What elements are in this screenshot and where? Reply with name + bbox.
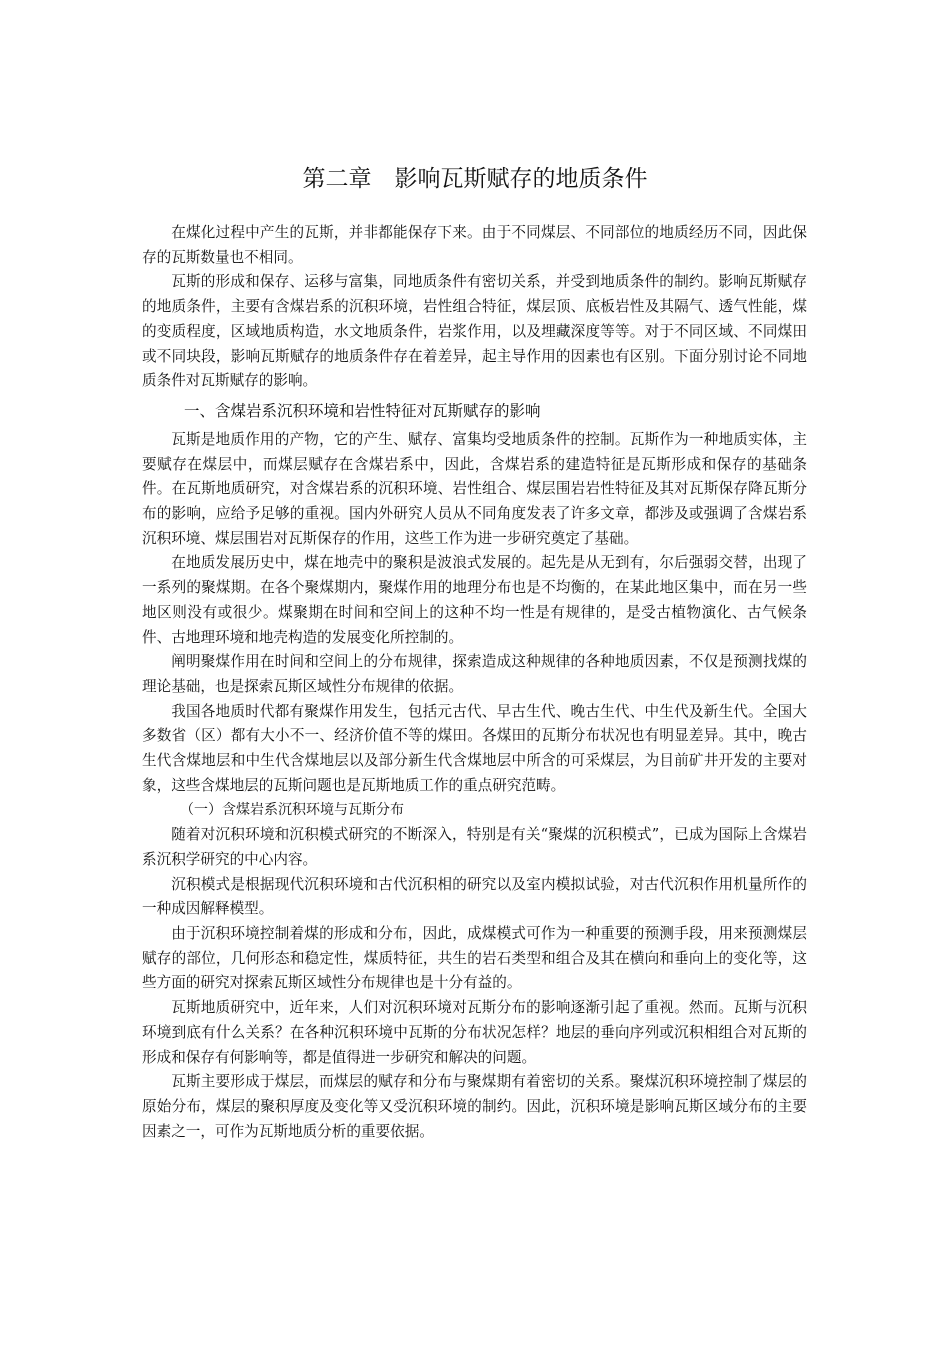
subsection-paragraph-5: 瓦斯主要形成于煤层，而煤层的赋存和分布与聚煤期有着密切的关系。聚煤沉积环境控制了煤层的原始分布，煤层的聚积厚度及变化等又受沉积环境的制约。因此，沉积环境是影响瓦斯区域分布的主要因素之一，可作为瓦斯地质分析的重要依据。 bbox=[142, 1073, 807, 1140]
section-paragraph-2: 在地质发展历史中，煤在地壳中的聚积是波浪式发展的。起先是从无到有，尔后强弱交替，出现了一系列的聚煤期。在各个聚煤期内，聚煤作用的地理分布也是不均衡的，在某此地区集中，而在另一些地区则没有或很少。煤聚期在时间和空间上的这种不均一性是有规律的，是受古植物演化、古气候条件、古地理环境和地壳构造的发展变化所控制的。 bbox=[142, 554, 807, 646]
intro-paragraph-1: 在煤化过程中产生的瓦斯，并非都能保存下来。由于不同煤层、不同部位的地质经历不同，因此保存的瓦斯数量也不相同。 bbox=[142, 224, 807, 266]
chapter-title: 第二章 影响瓦斯赋存的地质条件 bbox=[302, 166, 648, 192]
section-paragraph-4: 我国各地质时代都有聚煤作用发生，包括元古代、早古生代、晚古生代、中生代及新生代。全国大多数省（区）都有大小不一、经济价值不等的煤田。各煤田的瓦斯分布状况也有明显差异。其中，晚古生代含煤地层和中生代含煤地层以及部分新生代含煤地层中所含的可采煤层，为目前矿井开发的主要对象，这些含煤地层的瓦斯问题也是瓦斯地质工作的重点研究范畴。 bbox=[142, 702, 807, 794]
subsection-paragraph-1: 随着对沉积环境和沉积模式研究的不断深入，特别是有关“聚煤的沉积模式”，已成为国际上含煤岩系沉积学研究的中心内容。 bbox=[142, 826, 807, 868]
subsection-heading: （一）含煤岩系沉积环境与瓦斯分布 bbox=[180, 802, 404, 819]
section-paragraph-3: 阐明聚煤作用在时间和空间上的分布规律，探索造成这种规律的各种地质因素，不仅是预测找煤的理论基础，也是探索瓦斯区域性分布规律的依据。 bbox=[142, 653, 807, 695]
intro-paragraph-2: 瓦斯的形成和保存、运移与富集，同地质条件有密切关系，并受到地质条件的制约。影响瓦斯赋存的地质条件，主要有含煤岩系的沉积环境，岩性组合特征，煤层顶、底板岩性及其隔气、透气性能，煤的变质程度，区域地质构造，水文地质条件，岩浆作用，以及埋藏深度等等。对于不同区域、不同煤田或不同块段，影响瓦斯赋存的地质条件存在着差异，起主导作用的因素也有区别。下面分别讨论不同地质条件对瓦斯赋存的影响。 bbox=[142, 273, 807, 390]
section-heading: 一、含煤岩系沉积环境和岩性特征对瓦斯赋存的影响 bbox=[184, 401, 541, 420]
subsection-paragraph-3: 由于沉积环境控制着煤的形成和分布，因此，成煤模式可作为一种重要的预测手段，用来预测煤层赋存的部位，几何形态和稳定性，煤质特征，共生的岩石类型和组合及其在横向和垂向上的变化等，这些方面的研究对探索瓦斯区域性分布规律也是十分有益的。 bbox=[142, 924, 807, 992]
subsection-paragraph-4: 瓦斯地质研究中，近年来，人们对沉积环境对瓦斯分布的影响逐渐引起了重视。然而。瓦斯与沉积环境到底有什么关系？在各种沉积环境中瓦斯的分布状况怎样？地层的垂向序列或沉积相组合对瓦斯的形成和保存有何影响等，都是值得进一步研究和解决的问题。 bbox=[142, 999, 807, 1066]
section-paragraph-1: 瓦斯是地质作用的产物，它的产生、赋存、富集均受地质条件的控制。瓦斯作为一种地质实体，主要赋存在煤层中，而煤层赋存在含煤岩系中，因此，含煤岩系的建造特征是瓦斯形成和保存的基础条件。在瓦斯地质研究，对含煤岩系的沉积环境、岩性组合、煤层围岩岩性特征及其对瓦斯保存降瓦斯分布的影响，应给予足够的重视。国内外研究人员从不同角度发表了许多文章，都涉及或强调了含煤岩系沉积环境、煤层围岩对瓦斯保存的作用，这些工作为进一步研究奠定了基础。 bbox=[142, 430, 807, 547]
subsection-paragraph-2: 沉积模式是根据现代沉积环境和古代沉积相的研究以及室内模拟试验，对古代沉积作用机量所作的一种成因解释模型。 bbox=[142, 875, 807, 918]
body-text bbox=[142, 221, 807, 1144]
